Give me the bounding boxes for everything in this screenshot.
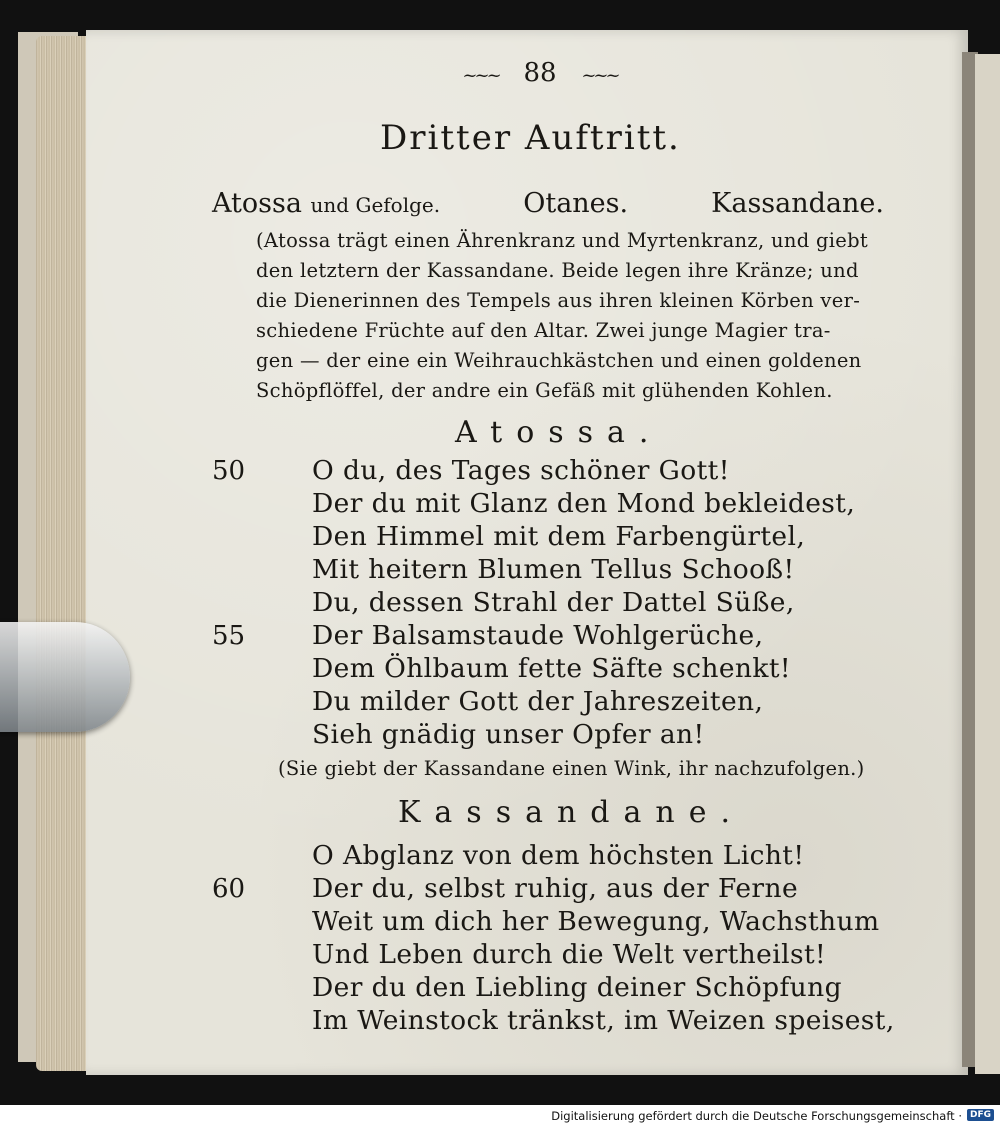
ornament-right-icon: ~~~ <box>581 65 618 86</box>
line-number: 60 <box>212 874 246 904</box>
verse-line: Der du mit Glanz den Mond bekleidest, <box>312 488 856 519</box>
verse-line: Im Weinstock tränkst, im Weizen speisest, <box>312 1005 895 1036</box>
stage-direction-line: die Dienerinnen des Tempels aus ihren kleinen Körben ver- <box>256 289 861 312</box>
cast-atossa: Atossa <box>212 188 302 219</box>
facing-page-edge <box>975 54 1000 1074</box>
stage-direction-wink: (Sie giebt der Kassandane einen Wink, ihr nachzufolgen.) <box>278 757 865 780</box>
verse-line: Du, dessen Strahl der Dattel Süße, <box>312 587 795 618</box>
verse-line: Du milder Gott der Jahreszeiten, <box>312 686 764 717</box>
verse-line: Dem Öhlbaum fette Säfte schenkt! <box>312 653 791 684</box>
cast-kassandane: Kassandane. <box>711 188 884 219</box>
ornament-left-icon: ~~~ <box>462 65 499 86</box>
verse-line: Weit um dich her Bewegung, Wachsthum <box>312 906 880 937</box>
verse-line: Der du, selbst ruhig, aus der Ferne <box>312 873 799 904</box>
cast-connector: und Gefolge. <box>310 193 441 217</box>
speaker-atossa: Atossa. <box>455 415 663 450</box>
verse-line: Und Leben durch die Welt vertheilst! <box>312 939 827 970</box>
line-number: 55 <box>212 621 246 651</box>
stage-direction-line: gen — der eine ein Weihrauchkästchen und einen goldenen <box>256 349 862 372</box>
attribution-footer <box>0 1105 1000 1127</box>
dfg-logo-icon: DFG <box>967 1109 994 1121</box>
line-number: 50 <box>212 456 246 486</box>
verse-line: Der Balsamstaude Wohlgerüche, <box>312 620 764 651</box>
page-holder-clip <box>0 622 130 732</box>
verse-line: Mit heitern Blumen Tellus Schooß! <box>312 554 795 585</box>
stage-direction-line: schiedene Früchte auf den Altar. Zwei junge Magier tra- <box>256 319 831 342</box>
scene-title: Dritter Auftritt. <box>380 118 681 158</box>
page-number: 88 <box>523 58 557 88</box>
verse-line: Den Himmel mit dem Farbengürtel, <box>312 521 806 552</box>
verse-line: O du, des Tages schöner Gott! <box>312 455 730 486</box>
stage-direction-line: (Atossa trägt einen Ährenkranz und Myrtenkranz, und giebt <box>256 229 869 252</box>
stage-direction-line: den letztern der Kassandane. Beide legen ihre Kränze; und <box>256 259 859 282</box>
verse-line: O Abglanz von dem höchsten Licht! <box>312 840 805 871</box>
page-stack-edges <box>36 36 92 1071</box>
verse-line: Der du den Liebling deiner Schöpfung <box>312 972 842 1003</box>
funding-notice: Digitalisierung gefördert durch die Deutsche Forschungsgemeinschaft · <box>551 1109 962 1123</box>
cast-otanes: Otanes. <box>523 188 629 219</box>
verse-line: Sieh gnädig unser Opfer an! <box>312 719 705 750</box>
cast-list <box>212 188 884 219</box>
page-number-line <box>455 58 625 88</box>
stage-direction-line: Schöpflöffel, der andre ein Gefäß mit glühenden Kohlen. <box>256 379 833 402</box>
speaker-kassandane: Kassandane. <box>398 795 744 830</box>
